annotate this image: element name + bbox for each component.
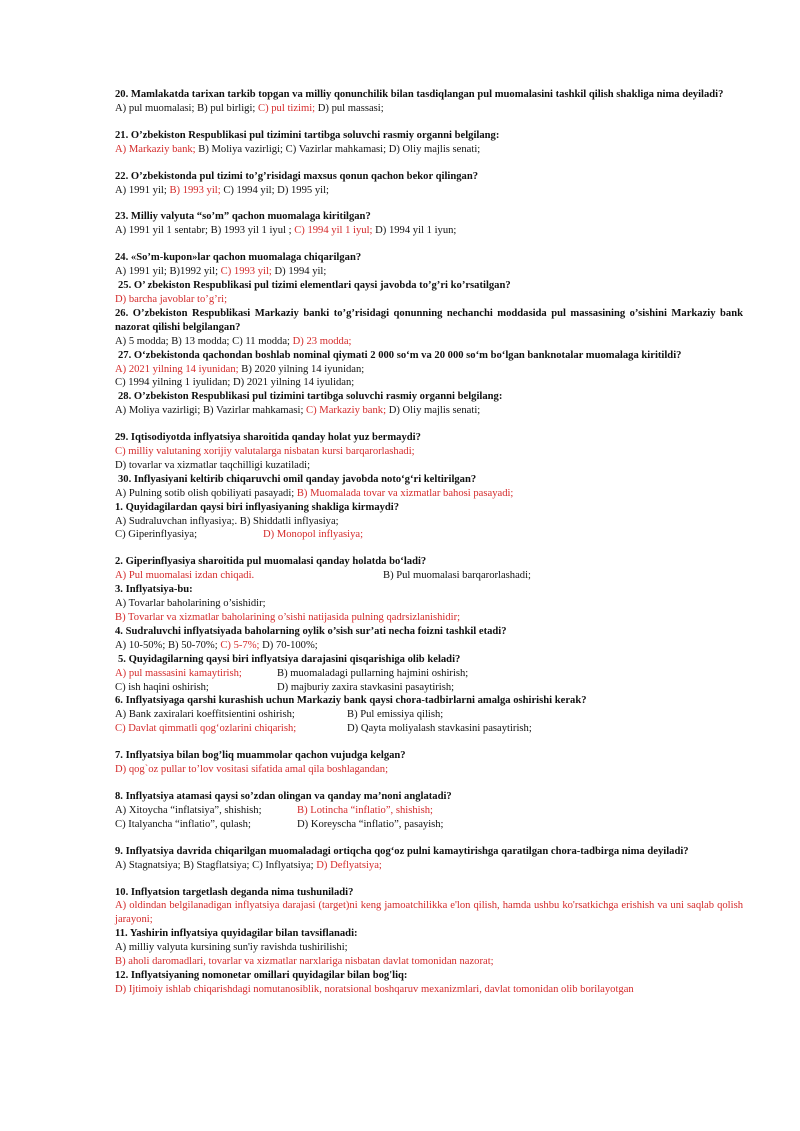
option-b-highlighted: B) aholi daromadlari, tovarlar va xizmatlar narxlariga nisbatan davlat tomonidan nazorat; bbox=[115, 956, 494, 968]
option-d: D) tovarlar va xizmatlar taqchilligi kuzatiladi; bbox=[115, 459, 311, 471]
option-c-highlighted: C) pul tizimi; bbox=[258, 102, 318, 114]
answer-row bbox=[115, 404, 743, 418]
option-c-highlighted: C) 1993 yil; bbox=[220, 266, 275, 278]
question-23 bbox=[115, 210, 743, 238]
option-a: A) 10-50%; bbox=[115, 639, 168, 651]
option-c: C) Italyancha “inflatio”, qulash; bbox=[115, 818, 251, 830]
answer-row bbox=[115, 376, 743, 390]
option-b: B) Vazirlar mahkamasi; bbox=[202, 405, 307, 417]
option-a: A) Tovarlar baholarining o’sishidir; bbox=[115, 598, 266, 610]
answer-row bbox=[115, 445, 743, 459]
question-25 bbox=[115, 279, 743, 307]
option-b: B) 13 modda; bbox=[171, 335, 233, 347]
option-d: D) 1994 yil; bbox=[274, 266, 327, 278]
option-c-highlighted: C) Markaziy bank; bbox=[306, 405, 389, 417]
question-text: 22. O’zbekistonda pul tizimi to’g’risidagi maxsus qonun qachon bekor qilingan? bbox=[115, 170, 479, 182]
question-22 bbox=[115, 170, 743, 198]
option-b-highlighted: B) 1993 yil; bbox=[169, 184, 224, 196]
question-3 bbox=[115, 583, 743, 625]
option-a: A) Sudraluvchan inflyasiya;. bbox=[115, 515, 240, 527]
option-a: A) Stagnatsiya; bbox=[115, 859, 184, 871]
option-c-highlighted: C) 1994 yil 1 iyul; bbox=[294, 225, 376, 237]
question-9 bbox=[115, 845, 743, 873]
answer-row bbox=[115, 681, 743, 695]
question-text: 29. Iqtisodiyotda inflyatsiya sharoitida qanday holat yuz bermaydi? bbox=[115, 432, 421, 444]
question-text: 20. Mamlakatda tarixan tarkib topgan va milliy qonunchilik bilan tasdiqlangan pul muomalasini tashkil qilish shakliga nima deyiladi? bbox=[115, 89, 724, 100]
answer-row bbox=[115, 667, 743, 681]
option-a: A) Moliya vazirligi; bbox=[115, 405, 203, 417]
question-1 bbox=[115, 501, 743, 543]
answer-row bbox=[115, 708, 743, 722]
answer-row bbox=[115, 569, 743, 583]
answer-row bbox=[115, 293, 743, 307]
option-a: A) pul muomalasi; bbox=[115, 102, 198, 114]
answer-row bbox=[115, 941, 743, 955]
option-a: A) Bank zaxiralari koeffitsientini oshirish; bbox=[115, 709, 295, 721]
option-b-highlighted: B) Tovarlar va xizmatlar baholarining o’sishi natijasida pulning qadrsizlanishidir; bbox=[115, 612, 461, 623]
option-d: D) 1995 yil; bbox=[277, 184, 329, 196]
answer-row bbox=[115, 184, 743, 198]
option-d: D) majburiy zaxira stavkasini pasaytirish; bbox=[277, 681, 455, 693]
answer-row bbox=[115, 102, 743, 116]
question-text: 23. Milliy valyuta “so’m” qachon muomalaga kiritilgan? bbox=[115, 211, 371, 223]
option-b: B)1992 yil; bbox=[169, 266, 221, 278]
question-text: 8. Inflyatsiya atamasi qaysi so’zdan olingan va qanday ma’noni anglatadi? bbox=[115, 790, 452, 802]
question-text: 26. O’zbekiston Respublikasi Markaziy banki to’g’risidagi qonunning nechanchi moddasida pul massasining o’sishini Markaziy bank nazorat qilishi belgilangan? bbox=[115, 307, 743, 333]
question-28 bbox=[115, 390, 743, 418]
option-d: D) Koreyscha “inflatio”, pasayish; bbox=[297, 818, 444, 830]
option-b-highlighted: B) Lotincha “inflatio”, shishish; bbox=[297, 804, 433, 816]
answer-row bbox=[115, 143, 743, 157]
answer-row bbox=[115, 763, 743, 777]
answer-row bbox=[115, 818, 743, 832]
question-text: 2. Giperinflyasiya sharoitida pul muomalasi qanday holatda bo‘ladi? bbox=[115, 556, 427, 568]
option-c-highlighted: C) Davlat qimmatli qog‘ozlarini chiqarish; bbox=[115, 723, 297, 735]
option-d-highlighted: D) Monopol inflyasiya; bbox=[263, 529, 364, 541]
question-text: 6. Inflyatsiyaga qarshi kurashish uchun Markaziy bank qaysi chora-tadbirlarni amalga oshirishi kerak? bbox=[115, 695, 587, 707]
question-text: 10. Inflyatsion targetlash deganda nima tushuniladi? bbox=[115, 886, 354, 898]
option-d: D) Oliy majlis senati; bbox=[388, 405, 481, 417]
question-text: 28. O’zbekiston Respublikasi pul tizimini tartibga soluvchi rasmiy organni belgilang: bbox=[118, 391, 503, 403]
question-text: 4. Sudraluvchi inflyatsiyada baholarning oylik o’sish sur’ati necha foizni tashkil etadi? bbox=[115, 625, 507, 637]
answer-row bbox=[115, 515, 743, 529]
option-a-highlighted: A) Markaziy bank; bbox=[115, 143, 199, 155]
option-a: A) 1991 yil; bbox=[115, 266, 170, 278]
option-c: C) 1994 yil; bbox=[223, 184, 278, 196]
option-a: A) 1991 yil; bbox=[115, 184, 170, 196]
option-a: A) 1991 yil 1 sentabr; bbox=[115, 225, 211, 237]
option-d-highlighted: D) Deflyatsiya; bbox=[316, 859, 382, 871]
option-d: D) 2021 yilning 14 iyulidan; bbox=[233, 377, 355, 389]
option-b-highlighted: B) Muomalada tovar va xizmatlar bahosi pasayadi; bbox=[296, 487, 514, 499]
question-text: 3. Inflyatsiya-bu: bbox=[115, 584, 193, 596]
option-a-highlighted: A) Pul muomalasi izdan chiqadi. bbox=[115, 570, 255, 582]
option-c: C) Giperinflyasiya; bbox=[115, 529, 198, 541]
question-text: 21. O’zbekiston Respublikasi pul tizimini tartibga soluvchi rasmiy organni belgilang: bbox=[115, 129, 500, 141]
answer-row bbox=[115, 528, 743, 542]
option-d: D) Oliy majlis senati; bbox=[388, 143, 481, 155]
question-30 bbox=[115, 473, 743, 501]
answer-row bbox=[115, 722, 743, 736]
question-27 bbox=[115, 349, 743, 391]
question-4 bbox=[115, 625, 743, 653]
option-d-highlighted: D) Ijtimoiy ishlab chiqarishdagi nomutanosiblik, noratsional boshqaruv mexanizmlari, davlat tomonidan olib borilayotgan bbox=[115, 983, 634, 995]
option-d: D) 70-100%; bbox=[262, 639, 318, 651]
option-b: B) muomaladagi pullarning hajmini oshirish; bbox=[277, 667, 469, 679]
option-b: B) pul birligi; bbox=[197, 102, 259, 114]
option-a: A) Xitoycha “inflatsiya”, shishish; bbox=[115, 804, 262, 816]
option-a-highlighted: A) 2021 yilning 14 iyunidan; bbox=[115, 363, 242, 375]
option-b: B) Stagflatsiya; bbox=[183, 859, 253, 871]
exam-document bbox=[115, 88, 743, 997]
option-d-highlighted: D) 23 modda; bbox=[292, 335, 352, 347]
option-b: B) 2020 yilning 14 iyunidan; bbox=[241, 363, 365, 375]
question-5 bbox=[115, 653, 743, 695]
question-text: 7. Inflyatsiya bilan bog’liq muammolar qachon vujudga kelgan? bbox=[115, 750, 406, 762]
question-2 bbox=[115, 555, 743, 583]
option-c: C) 1994 yilning 1 iyulidan; bbox=[115, 377, 234, 389]
question-26 bbox=[115, 307, 743, 349]
option-c-highlighted: C) 5-7%; bbox=[220, 639, 263, 651]
option-d-highlighted: D) qog`oz pullar to’lov vositasi sifatida amal qila boshlagandan; bbox=[115, 764, 389, 776]
answer-row bbox=[115, 983, 743, 997]
answer-row bbox=[115, 363, 743, 377]
answer-row bbox=[115, 224, 743, 238]
answer-row bbox=[115, 804, 743, 818]
answer-row bbox=[115, 335, 743, 349]
option-c: C) 11 modda; bbox=[232, 335, 293, 347]
answer-row bbox=[115, 487, 743, 501]
option-d: D) 1994 yil 1 iyun; bbox=[375, 225, 457, 237]
answer-row bbox=[115, 265, 743, 279]
question-29 bbox=[115, 431, 743, 473]
option-d: D) Qayta moliyalash stavkasini pasaytirish; bbox=[347, 723, 532, 735]
answer-row bbox=[115, 459, 743, 473]
question-20 bbox=[115, 88, 743, 116]
answer-row bbox=[115, 955, 743, 969]
question-text: 30. Inflyasiyani keltirib chiqaruvchi omil qanday javobda noto‘g‘ri keltirilgan? bbox=[118, 473, 477, 485]
question-text: 9. Inflyatsiya davrida chiqarilgan muomaladagi ortiqcha qog‘oz pulni kamaytirishga qaratilgan chora-tadbirga nima deyiladi? bbox=[115, 845, 689, 857]
option-b: B) Pul emissiya qilish; bbox=[347, 709, 444, 721]
question-7 bbox=[115, 749, 743, 777]
question-text: 25. O’ zbekiston Respublikasi pul tizimi elementlari qaysi javobda to’g’ri ko’rsatilgan? bbox=[118, 280, 511, 292]
question-text: 12. Inflyatsiyaning nomonetar omillari quyidagilar bilan bog'liq: bbox=[115, 969, 408, 981]
option-a: A) milliy valyuta kursining sun'iy ravishda tushirilishi; bbox=[115, 942, 348, 954]
question-8 bbox=[115, 790, 743, 832]
option-a: A) 5 modda; bbox=[115, 335, 172, 347]
option-b: B) 50-70%; bbox=[167, 639, 221, 651]
option-a-highlighted: A) oldindan belgilanadigan inflyatsiya darajasi (target)ni keng jamoatchilikka e'lon qilish, hamda ushbu ko'rsatkichga erishish va uni saqlab qolish jarayoni; bbox=[115, 900, 743, 926]
option-b: B) 1993 yil 1 iyul ; bbox=[210, 225, 295, 237]
answer-row bbox=[115, 859, 743, 873]
question-6 bbox=[115, 694, 743, 736]
answer-row bbox=[115, 611, 743, 625]
question-11 bbox=[115, 927, 743, 969]
question-text: 5. Quyidagilarning qaysi biri inflyatsiya darajasini qisqarishiga olib keladi? bbox=[118, 653, 461, 665]
option-b: B) Pul muomalasi barqarorlashadi; bbox=[383, 570, 531, 582]
option-a-highlighted: A) pul massasini kamaytirish; bbox=[115, 667, 242, 679]
option-c: C) Vazirlar mahkamasi; bbox=[285, 143, 389, 155]
option-d: D) pul massasi; bbox=[317, 102, 384, 114]
option-d-highlighted: D) barcha javoblar to’g’ri; bbox=[115, 293, 228, 305]
option-a: A) Pulning sotib olish qobiliyati pasayadi; bbox=[115, 487, 297, 499]
question-24 bbox=[115, 251, 743, 279]
question-12 bbox=[115, 969, 743, 997]
option-c: C) ish haqini oshirish; bbox=[115, 681, 209, 693]
answer-row bbox=[115, 597, 743, 611]
answer-row bbox=[115, 639, 743, 653]
question-text: 11. Yashirin inflyatsiya quyidagilar bilan tavsiflanadi: bbox=[115, 928, 358, 940]
option-b: B) Moliya vazirligi; bbox=[198, 143, 286, 155]
question-text: 1. Quyidagilardan qaysi biri inflyasiyaning shakliga kirmaydi? bbox=[115, 501, 400, 513]
question-text: 24. «So’m-kupon»lar qachon muomalaga chiqarilgan? bbox=[115, 252, 362, 264]
option-b: B) Shiddatli inflyasiya; bbox=[239, 515, 339, 527]
option-c: C) Inflyatsiya; bbox=[252, 859, 317, 871]
question-21 bbox=[115, 129, 743, 157]
question-10 bbox=[115, 886, 743, 928]
question-text: 27. O‘zbekistonda qachondan boshlab nominal qiymati 2 000 so‘m va 20 000 so‘m bo‘lgan banknotalar muomalaga kiritildi? bbox=[118, 349, 682, 361]
option-c-highlighted: C) milliy valutaning xorijiy valutalarga nisbatan kursi barqarorlashadi; bbox=[115, 446, 415, 458]
